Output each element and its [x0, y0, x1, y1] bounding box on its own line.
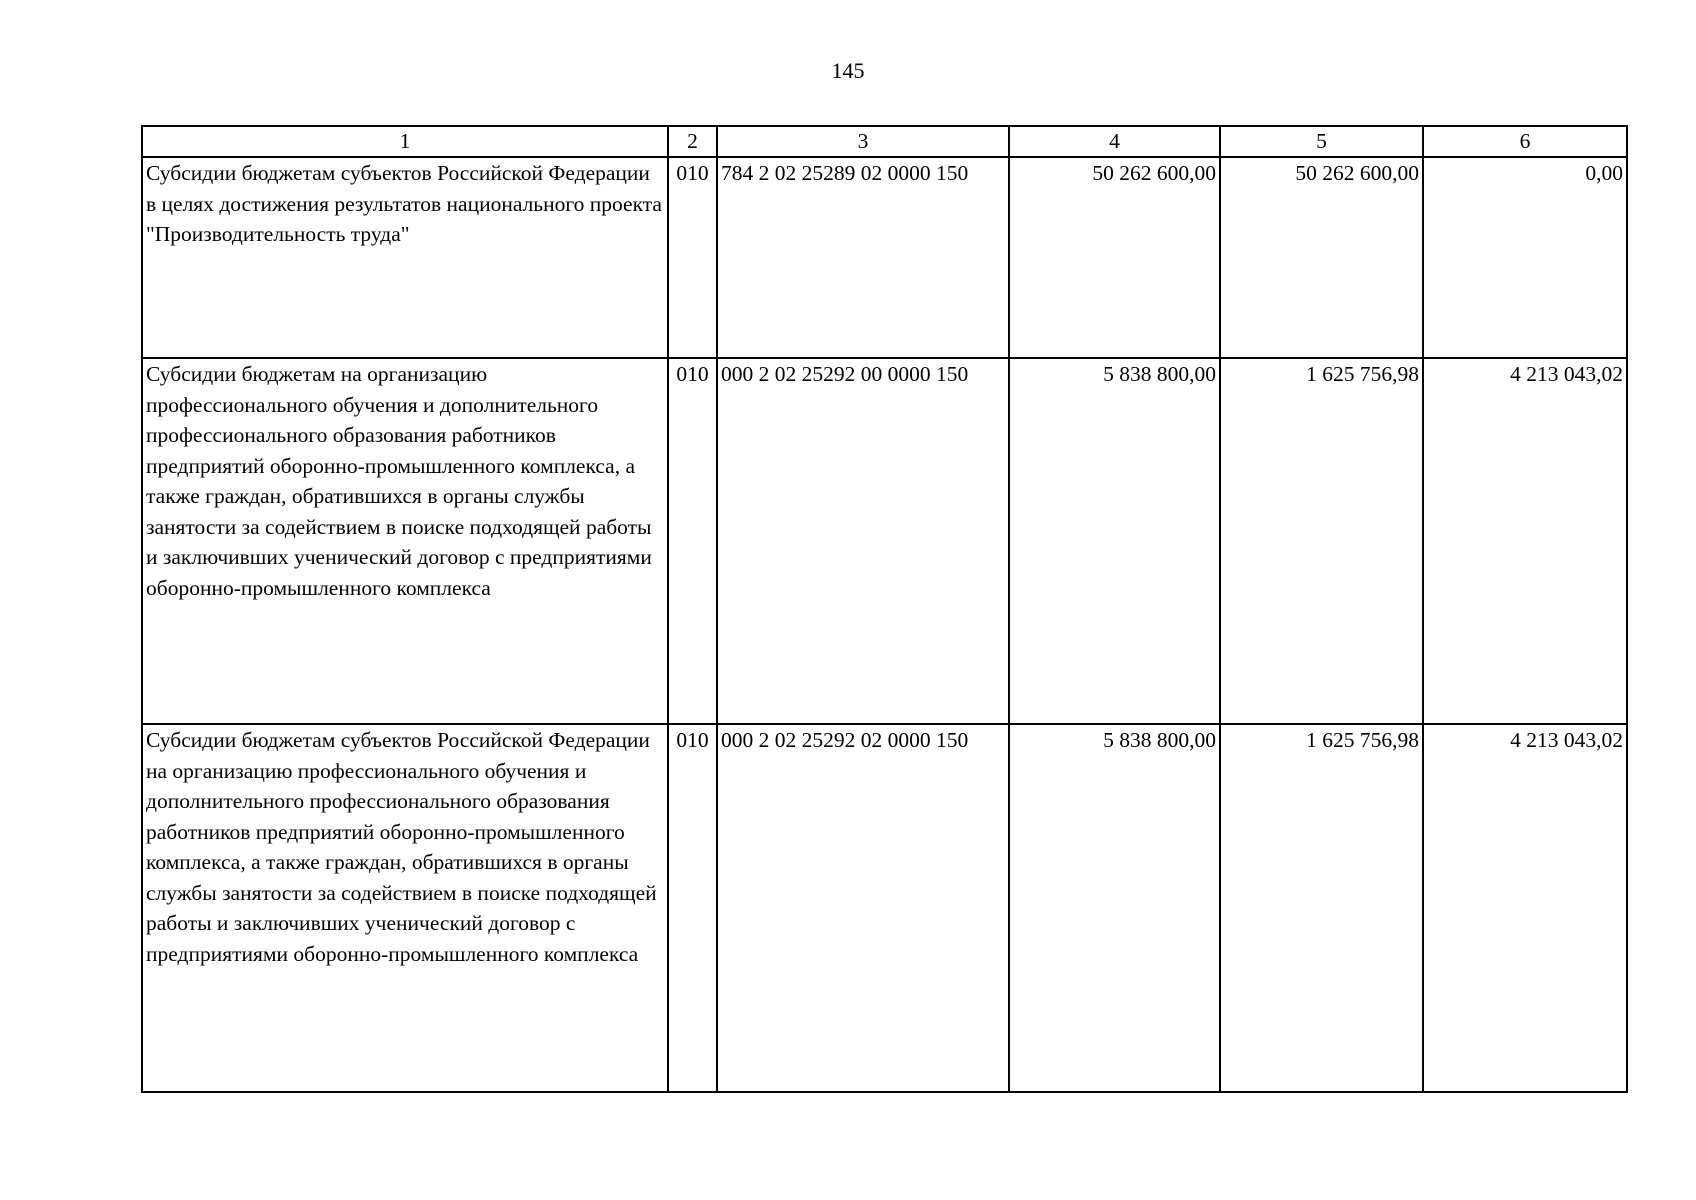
table-row: [142, 724, 1627, 1092]
row-col4-value: 5 838 800,00: [1009, 358, 1220, 724]
column-header: 3: [717, 126, 1009, 157]
page-number: 145: [831, 58, 865, 83]
row-col6-value: 0,00: [1423, 157, 1627, 358]
row-col6-value: 4 213 043,02: [1423, 358, 1627, 724]
row-col4-value: 5 838 800,00: [1009, 724, 1220, 1092]
row-budget-code: 000 2 02 25292 00 0000 150: [717, 358, 1009, 724]
column-header: 4: [1009, 126, 1220, 157]
table-header-row: [142, 126, 1627, 157]
row-col5-value: 1 625 756,98: [1220, 358, 1423, 724]
row-admin-code: 010: [668, 724, 717, 1092]
budget-table: [141, 125, 1628, 1093]
column-header: 1: [142, 126, 668, 157]
row-col5-value: 1 625 756,98: [1220, 724, 1423, 1092]
table-row: [142, 358, 1627, 724]
row-col5-value: 50 262 600,00: [1220, 157, 1423, 358]
row-admin-code: 010: [668, 358, 717, 724]
row-description: Субсидии бюджетам на организацию профессионального обучения и дополнительного профессионального образования работников предприятий оборонно-промышленного комплекса, а также граждан, обратившихся в органы службы занятости за содействием в поиске подходящей работы и заключивших ученический договор с предприятиями оборонно-промышленного комплекса: [142, 358, 668, 724]
row-description: Субсидии бюджетам субъектов Российской Федерации на организацию профессионального обучения и дополнительного профессионального образования работников предприятий оборонно-промышленного комплекса, а также граждан, обратившихся в органы службы занятости за содействием в поиске подходящей работы и заключивших ученический договор с предприятиями оборонно-промышленного комплекса: [142, 724, 668, 1092]
row-admin-code: 010: [668, 157, 717, 358]
column-header: 2: [668, 126, 717, 157]
row-col4-value: 50 262 600,00: [1009, 157, 1220, 358]
row-budget-code: 784 2 02 25289 02 0000 150: [717, 157, 1009, 358]
column-header: 6: [1423, 126, 1627, 157]
row-description: Субсидии бюджетам субъектов Российской Федерации в целях достижения результатов национального проекта "Производительность труда": [142, 157, 668, 358]
column-header: 5: [1220, 126, 1423, 157]
row-col6-value: 4 213 043,02: [1423, 724, 1627, 1092]
row-budget-code: 000 2 02 25292 02 0000 150: [717, 724, 1009, 1092]
table-row: [142, 157, 1627, 358]
